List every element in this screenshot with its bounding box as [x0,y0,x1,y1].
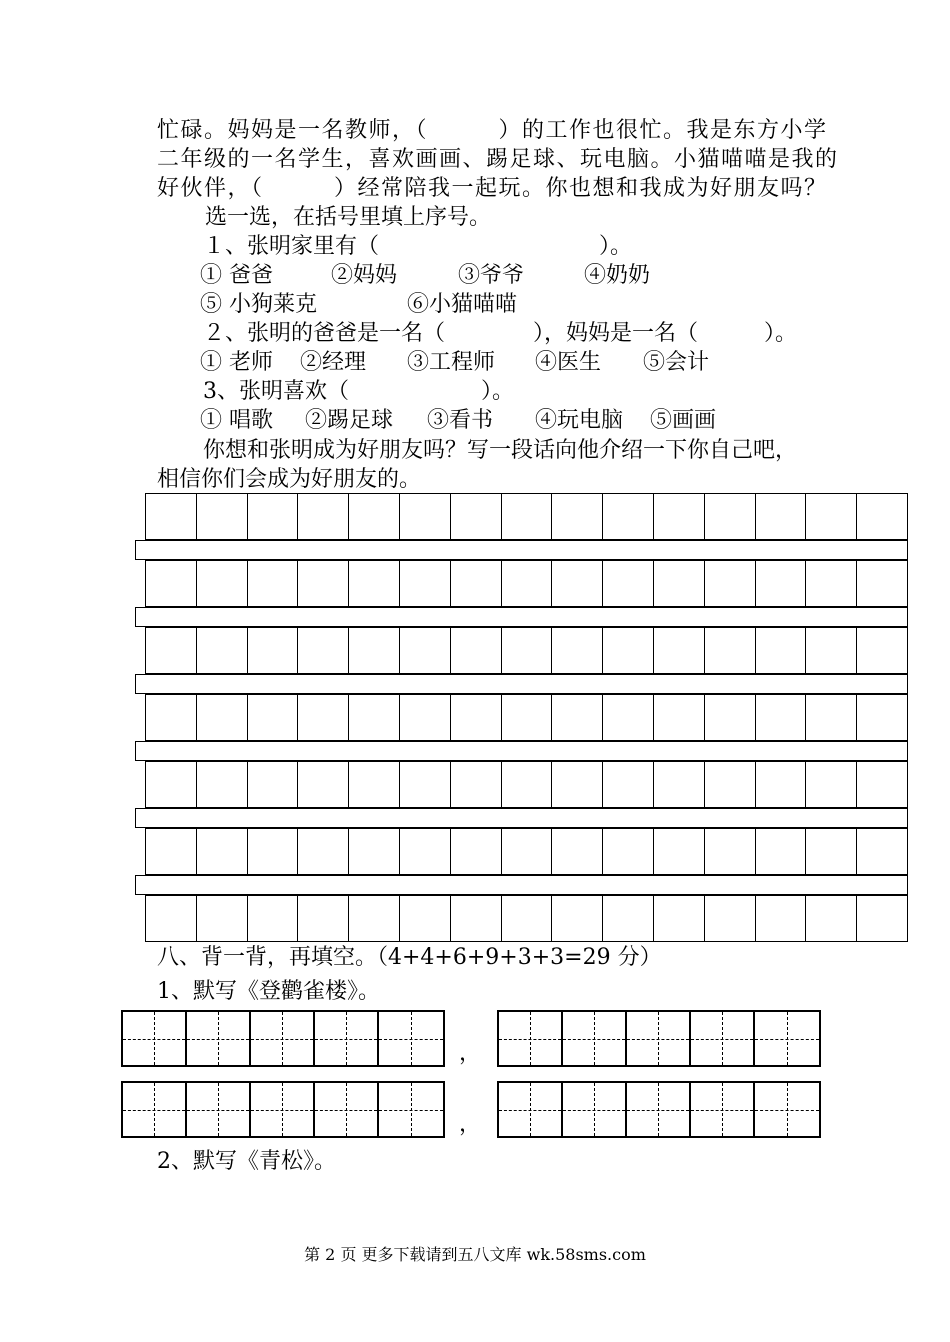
option: ②妈妈 [331,263,398,288]
question-3: 3、张明喜欢（ ）。 [203,379,514,404]
grid-row[interactable] [145,761,908,808]
grid-spacer [135,674,908,694]
option: ⑤会计 [643,350,710,375]
option: ⑥小猫喵喵 [407,292,518,317]
question-2: ２、张明的爸爸是一名（ ），妈妈是一名（ ）。 [203,321,798,346]
item-2-label: 2、默写《青松》。 [157,1149,336,1174]
writing-boxes[interactable] [121,1081,445,1138]
grid-row[interactable] [145,895,908,942]
question-1: １、张明家里有（ ）。 [203,234,633,259]
grid-spacer [135,540,908,560]
comma: ， [459,1112,482,1137]
grid-row[interactable] [145,493,908,540]
writing-boxes[interactable] [121,1010,445,1067]
grid-spacer [135,607,908,627]
option: ③工程师 [407,350,496,375]
passage-line: 二年级的一名学生，喜欢画画、踢足球、玩电脑。小猫喵喵是我的 [157,147,839,172]
grid-spacer [135,875,908,895]
grid-row[interactable] [145,627,908,674]
comma: ， [459,1041,482,1066]
writing-boxes[interactable] [497,1010,821,1067]
grid-row[interactable] [145,828,908,875]
writing-boxes[interactable] [497,1081,821,1138]
grid-row[interactable] [145,694,908,741]
option: ⑤画画 [650,408,717,433]
item-1-label: 1、默写《登鹳雀楼》。 [157,979,380,1004]
option: ① 唱歌 [200,408,273,433]
section-title: 八、背一背，再填空。（4+4+6+9+3+3=29 分） [157,945,662,970]
option: ②踢足球 [305,408,394,433]
writing-prompt: 相信你们会成为好朋友的。 [157,467,422,492]
grid-row[interactable] [145,560,908,607]
option: ⑤ 小狗莱克 [200,292,317,317]
page-footer: 第 2 页 更多下载请到五八文库 wk.58sms.com [304,1245,646,1264]
option: ④玩电脑 [535,408,624,433]
instruction: 选一选，在括号里填上序号。 [205,205,492,230]
option: ④奶奶 [584,263,651,288]
option: ① 爸爸 [200,263,273,288]
passage-line: 忙碌。妈妈是一名教师，（ ）的工作也很忙。我是东方小学 [157,118,828,143]
passage-line: 好伙伴，（ ）经常陪我一起玩。你也想和我成为好朋友吗？ [157,176,828,201]
option: ②经理 [300,350,367,375]
option: ① 老师 [200,350,273,375]
grid-spacer [135,741,908,761]
option: ④医生 [535,350,602,375]
grid-spacer [135,808,908,828]
option: ③爷爷 [458,263,525,288]
writing-prompt: 你想和张明成为好朋友吗？写一段话向他介绍一下你自己吧， [203,438,798,463]
option: ③看书 [427,408,494,433]
